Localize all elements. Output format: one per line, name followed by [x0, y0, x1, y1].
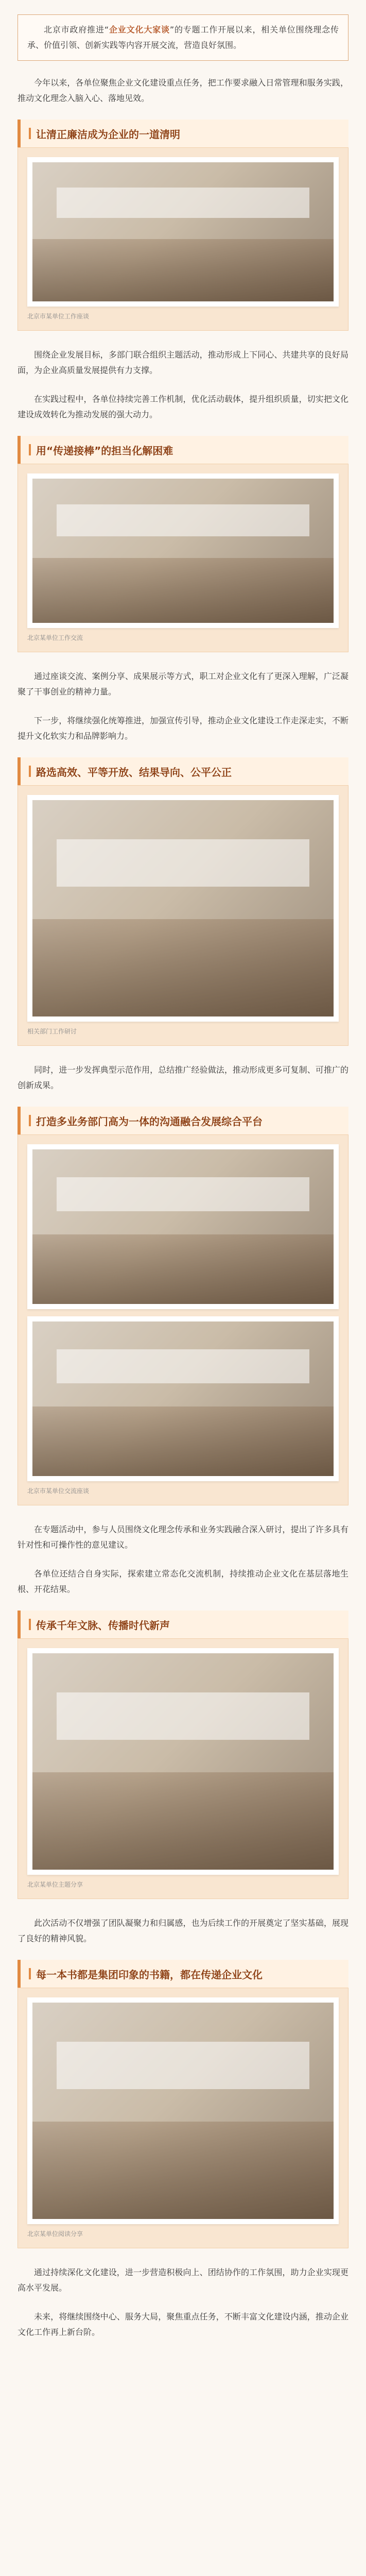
section-5 [18, 1611, 348, 1899]
section-1 [18, 120, 348, 331]
paragraph: 未来，将继续围绕中心、服务大局，聚焦重点任务，不断丰富文化建设内涵，推动企业文化工作再上新台阶。 [18, 2312, 348, 2337]
photo-frame [27, 157, 339, 307]
intro-box [18, 14, 348, 61]
paragraph: 在实践过程中，各单位持续完善工作机制，优化活动载体，提升组织质量，切实把文化建设成效转化为推动发展的强大动力。 [18, 394, 348, 419]
photo-frame [27, 1316, 339, 1481]
photo-panel [18, 147, 348, 331]
meeting-photo [32, 1321, 334, 1476]
photo-panel [18, 785, 348, 1046]
paragraph: 各单位还结合自身实际，探索建立常态化交流机制，持续推动企业文化在基层落地生根、开花结果。 [18, 1569, 348, 1594]
section-3 [18, 757, 348, 1046]
photo-caption: 北京某单位阅读分享 [27, 2230, 83, 2238]
section-header [18, 436, 348, 464]
section-accent [29, 1115, 31, 1126]
section-header [18, 120, 348, 147]
section-accent [29, 444, 31, 455]
photo-caption: 北京某单位工作交流 [27, 634, 83, 641]
section-4 [18, 1107, 348, 1505]
intro-text [27, 22, 339, 53]
section-accent [29, 1619, 31, 1630]
meeting-photo [32, 479, 334, 623]
section-header [18, 1960, 348, 1988]
paragraph: 通过座谈交流、案例分享、成果展示等方式，职工对企业文化有了更深入理解，广泛凝聚了干事创业的精神力量。 [18, 671, 348, 697]
section-header [18, 757, 348, 785]
paragraph: 今年以来，各单位聚焦企业文化建设重点任务，把工作要求融入日常管理和服务实践，推动文化理念入脑入心、落地见效。 [18, 78, 348, 103]
section-6 [18, 1960, 348, 2248]
photo-frame [27, 1997, 339, 2224]
intro-highlight: 企业文化大家谈 [109, 25, 170, 35]
photo-caption: 北京某单位主题分享 [27, 1881, 83, 1888]
photo-frame [27, 473, 339, 628]
section-accent [29, 766, 31, 777]
section-title: 打造多业务部门高为一体的沟通融合发展综合平台 [36, 1115, 263, 1128]
section-accent [29, 128, 31, 139]
section-header [18, 1107, 348, 1134]
paragraph: 同时，进一步发挥典型示范作用，总结推广经验做法，推动形成更多可复制、可推广的创新成果。 [18, 1065, 348, 1090]
photo-frame [27, 795, 339, 1022]
section-title: 用“传递接棒”的担当化解困难 [36, 444, 173, 457]
photo-panel [18, 1134, 348, 1505]
section-2 [18, 436, 348, 652]
photo-frame [27, 1144, 339, 1309]
meeting-photo [32, 800, 334, 1016]
section-accent [29, 1968, 31, 1979]
paragraph: 此次活动不仅增强了团队凝聚力和归属感，也为后续工作的开展奠定了坚实基础，展现了良好的精神风貌。 [18, 1918, 348, 1943]
section-header [18, 1611, 348, 1638]
paragraph: 通过持续深化文化建设，进一步营造积极向上、团结协作的工作氛围，助力企业实现更高水平发展。 [18, 2267, 348, 2293]
photo-grid [27, 1144, 339, 1481]
paragraph: 下一步，将继续强化统筹推进，加强宣传引导，推动企业文化建设工作走深走实，不断提升文化软实力和品牌影响力。 [18, 716, 348, 741]
paragraph: 围绕企业发展目标，多部门联合组织主题活动，推动形成上下同心、共建共享的良好局面，为企业高质量发展提供有力支撑。 [18, 350, 348, 375]
photo-caption: 相关部门工作研讨 [27, 1028, 77, 1035]
meeting-photo [32, 2003, 334, 2219]
section-title: 让清正廉洁成为企业的一道清明 [36, 128, 180, 141]
intro-suffix: ”的专题工作开展以来，相关单位围绕理念传承、价值引领、创新实践等内容开展交流，营造良好氛围。 [27, 25, 339, 50]
section-title: 每一本书都是集团印象的书籍，都在传递企业文化 [36, 1968, 263, 1981]
photo-panel [18, 1638, 348, 1899]
meeting-photo [32, 1149, 334, 1304]
photo-panel [18, 1988, 348, 2248]
meeting-photo [32, 1653, 334, 1870]
section-title: 传承千年文脉、传播时代新声 [36, 1619, 170, 1632]
meeting-photo [32, 162, 334, 301]
section-title: 路选高效、平等开放、结果导向、公平公正 [36, 766, 232, 778]
photo-caption: 北京市某单位工作座谈 [27, 313, 90, 320]
photo-panel [18, 464, 348, 652]
photo-frame [27, 1648, 339, 1875]
photo-caption: 北京市某单位交流座谈 [27, 1487, 90, 1495]
intro-prefix: 北京市政府推进“ [44, 25, 109, 35]
paragraph: 在专题活动中，参与人员围绕文化理念传承和业务实践融合深入研讨，提出了许多具有针对性和可操作性的意见建议。 [18, 1524, 348, 1550]
